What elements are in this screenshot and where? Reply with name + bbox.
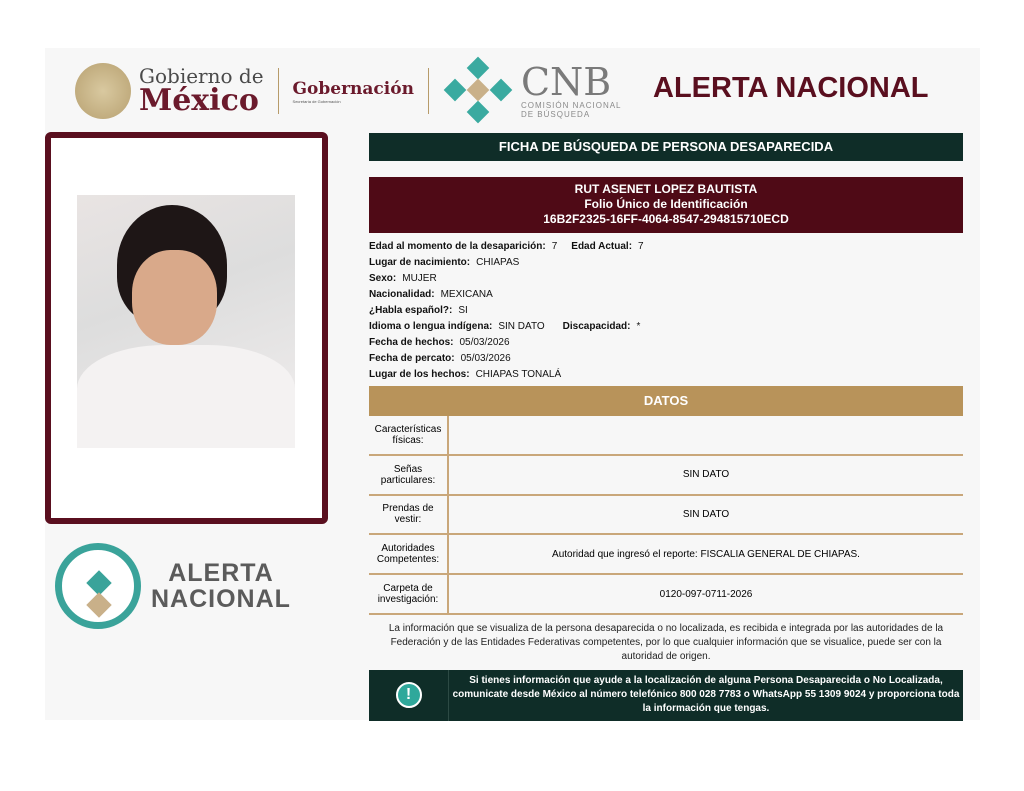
alerta-nacional-logo — [55, 543, 291, 629]
person-name: RUT ASENET LOPEZ BAUTISTA — [574, 182, 758, 196]
cnb-sub1: COMISIÓN NACIONAL — [520, 101, 622, 110]
divider — [428, 68, 429, 114]
table-row: Características físicas: — [369, 416, 963, 456]
folio-value: 16B2F2325-16FF-4064-8547-294815710ECD — [543, 212, 789, 226]
mexico-seal-icon — [75, 63, 131, 119]
gobierno-de-mexico-logo — [139, 66, 264, 116]
cnb-logo — [520, 60, 622, 119]
detail-row: Lugar de los hechos: CHIAPAS TONALÁ — [369, 369, 562, 380]
table-row: Prendas de vestir: SIN DATO — [369, 496, 963, 536]
disclaimer: La información que se visualiza de la persona desaparecida o no localizada, es recibida e integrada por las autoridades de la Federación y de las Entidades Federativas competentes, por lo que cualquier información que se visualice, puede ser con la autoridad de origen. — [388, 622, 944, 662]
missing-person-photo — [77, 195, 295, 448]
datos-header: DATOS — [369, 386, 963, 416]
details-list — [369, 239, 963, 383]
logo-line2: NACIONAL — [151, 585, 291, 613]
detail-row: Idioma o lengua indígena: SIN DATO Discapacidad: * — [369, 321, 641, 332]
header-logos — [75, 58, 622, 124]
gob-line2: México — [139, 83, 259, 118]
name-band — [369, 177, 963, 233]
detail-row: Fecha de percato: 05/03/2026 — [369, 353, 511, 364]
gobernacion-logo — [293, 79, 414, 104]
detail-row: Nacionalidad: MEXICANA — [369, 289, 493, 300]
gobernacion-text: Gobernación — [292, 78, 414, 99]
folio-label: Folio Único de Identificación — [584, 197, 748, 211]
gob-line1: Gobierno de — [139, 64, 264, 88]
gobernacion-sub: Secretaría de Gobernación — [292, 98, 341, 104]
exclamation-icon: ! — [396, 682, 422, 708]
contact-box — [369, 670, 963, 721]
detail-row: Lugar de nacimiento: CHIAPAS — [369, 257, 520, 268]
divider — [278, 68, 279, 114]
cnb-sub2: DE BÚSQUEDA — [520, 110, 591, 119]
detail-row: Fecha de hechos: 05/03/2026 — [369, 337, 510, 348]
ficha-panel — [369, 133, 963, 721]
table-row: Señas particulares: SIN DATO — [369, 456, 963, 496]
cnb-text: CNB — [520, 60, 612, 104]
alerta-emblem-icon — [55, 543, 141, 629]
table-row: Autoridades Competentes: Autoridad que ingresó el reporte: FISCALIA GENERAL DE CHIAPAS. — [369, 535, 963, 575]
datos-table — [369, 416, 963, 615]
detail-row: ¿Habla español?: SI — [369, 305, 468, 316]
table-row: Carpeta de investigación: 0120-097-0711-2026 — [369, 575, 963, 615]
alert-title: ALERTA NACIONAL — [653, 72, 929, 104]
cnb-emblem-icon — [443, 58, 513, 124]
detail-row: Edad al momento de la desaparición: 7 Edad Actual: 7 — [369, 241, 644, 252]
contact-text: Si tienes información que ayude a la localización de alguna Persona Desaparecida o No Localizada, comunicate desde México al número telefónico 800 028 7783 o WhatsApp 55 1309 9024 y proporciona toda la información que tengas. — [452, 674, 960, 714]
logo-line1: ALERTA — [168, 559, 274, 587]
detail-row: Sexo: MUJER — [369, 273, 437, 284]
ficha-title: FICHA DE BÚSQUEDA DE PERSONA DESAPARECIDA — [369, 133, 963, 161]
